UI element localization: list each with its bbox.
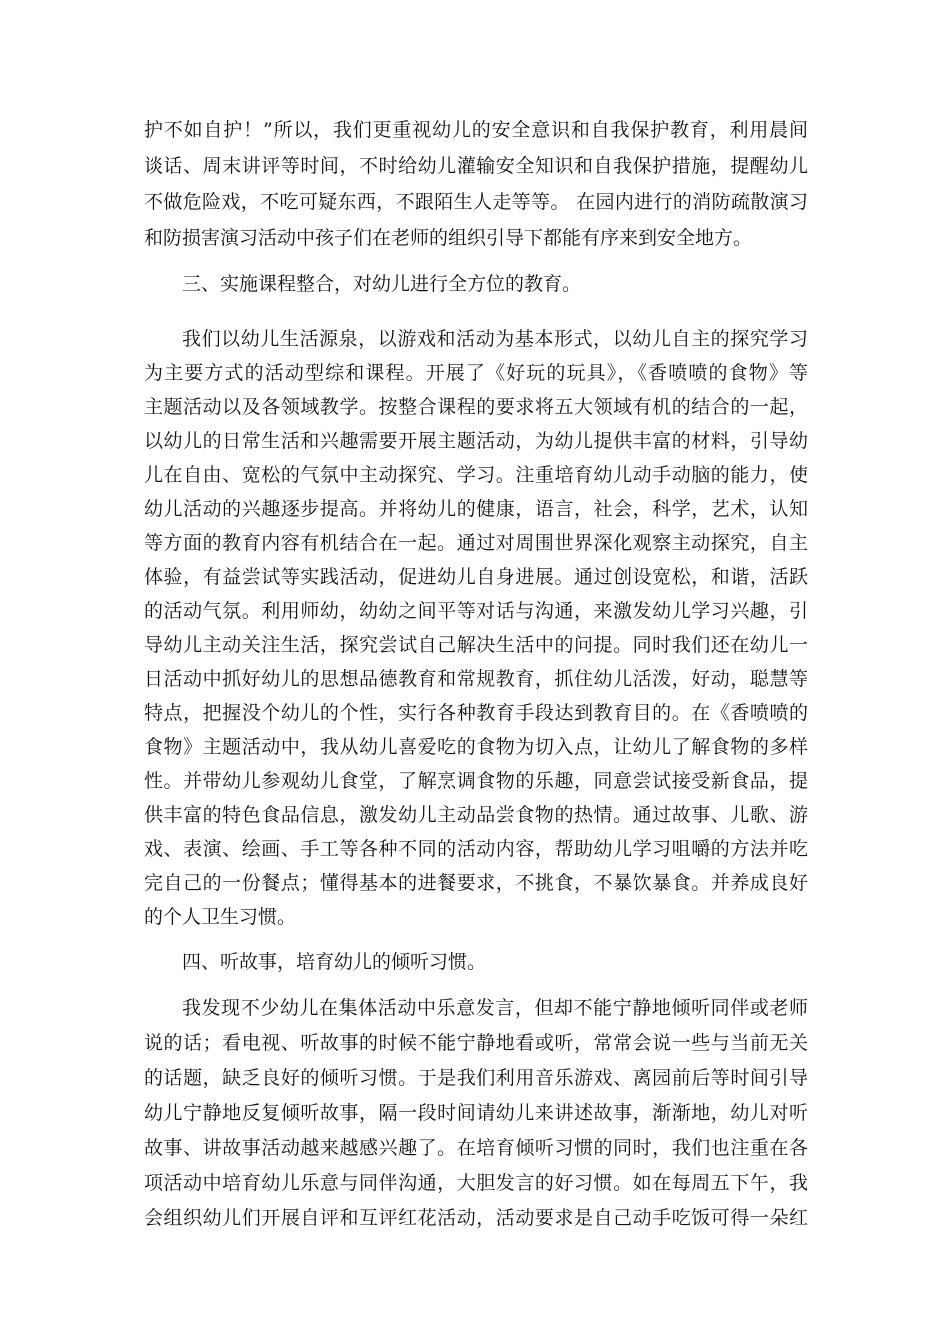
body-text-line: 故事、讲故事活动越来越感兴趣了。在培育倾听习惯的同时，我们也注重在各 <box>144 1137 808 1159</box>
body-text-line: 以幼儿的日常生活和兴趣需要开展主题活动，为幼儿提供丰富的材料，引导幼 <box>144 430 808 452</box>
body-text-line: 和防损害演习活动中孩子们在老师的组织引导下都能有序来到安全地方。 <box>144 227 753 249</box>
body-text-line: 儿在自由、宽松的气氛中主动探究、学习。注重培育幼儿动手动脑的能力，使 <box>144 464 808 486</box>
body-text-line: 会组织幼儿们开展自评和互评红花活动，活动要求是自己动手吃饭可得一朵红 <box>144 1207 808 1229</box>
body-text-line: 特点，把握没个幼儿的个性，实行各种教育手段达到教育目的。在《香喷喷的 <box>144 702 808 724</box>
body-text-line: 不做危险戏，不吃可疑东西，不跟陌生人走等等。 在园内进行的消防疏散演习 <box>144 191 808 213</box>
section-heading: 三、实施课程整合，对幼儿进行全方位的教育。 <box>182 273 582 295</box>
body-text-line: 我们以幼儿生活源泉，以游戏和活动为基本形式，以幼儿自主的探究学习 <box>182 328 808 350</box>
section-heading: 四、听故事，培育幼儿的倾听习惯。 <box>182 951 487 973</box>
body-text-line: 幼儿活动的兴趣逐步提高。并将幼儿的健康，语言，社会，科学，艺术，认知 <box>144 498 808 520</box>
body-text-line: 的个人卫生习惯。 <box>144 906 297 928</box>
body-text-line: 日活动中抓好幼儿的思想品德教育和常规教育，抓住幼儿活泼，好动，聪慧等 <box>144 668 808 690</box>
body-text-line: 幼儿宁静地反复倾听故事，隔一段时间请幼儿来讲述故事，渐渐地，幼儿对听 <box>144 1102 808 1124</box>
body-text-line: 等方面的教育内容有机结合在一起。通过对周围世界深化观察主动探究，自主 <box>144 532 808 554</box>
body-text-line: 护不如自护！”所以，我们更重视幼儿的安全意识和自我保护教育，利用晨间 <box>144 119 808 141</box>
body-text-line: 主题活动以及各领域教学。按整合课程的要求将五大领域有机的结合的一起， <box>144 396 808 418</box>
body-text-line: 说的话；看电视、听故事的时候不能宁静地看或听，常常会说一些与当前无关 <box>144 1032 808 1054</box>
body-text-line: 我发现不少幼儿在集体活动中乐意发言，但却不能宁静地倾听同伴或老师 <box>182 997 808 1019</box>
body-text-line: 供丰富的特色食品信息，激发幼儿主动品尝食物的热情。通过故事、儿歌、游 <box>144 804 808 826</box>
body-text-line: 戏、表演、绘画、手工等各种不同的活动内容，帮助幼儿学习咀嚼的方法并吃 <box>144 838 808 860</box>
body-text-line: 项活动中培育幼儿乐意与同伴沟通，大胆发言的好习惯。如在每周五下午，我 <box>144 1172 808 1194</box>
body-text-line: 谈话、周末讲评等时间，不时给幼儿灌输安全知识和自我保护措施，提醒幼儿 <box>144 155 808 177</box>
body-text-line: 为主要方式的活动型综和课程。开展了《好玩的玩具》，《香喷喷的食物》等 <box>144 362 808 384</box>
body-text-line: 的话题，缺乏良好的倾听习惯。于是我们利用音乐游戏、离园前后等时间引导 <box>144 1067 808 1089</box>
body-text-line: 体验，有益尝试等实践活动，促进幼儿自身进展。通过创设宽松，和谐，活跃 <box>144 566 808 588</box>
body-text-line: 导幼儿主动关注生活，探究尝试自己解决生活中的问提。同时我们还在幼儿一 <box>144 634 808 656</box>
body-text-line: 性。并带幼儿参观幼儿食堂，了解烹调食物的乐趣，同意尝试接受新食品，提 <box>144 770 808 792</box>
body-text-line: 食物》主题活动中，我从幼儿喜爱吃的食物为切入点，让幼儿了解食物的多样 <box>144 736 808 758</box>
body-text-line: 完自己的一份餐点；懂得基本的进餐要求，不挑食，不暴饮暴食。并养成良好 <box>144 872 808 894</box>
body-text-line: 的活动气氛。利用师幼，幼幼之间平等对话与沟通，来激发幼儿学习兴趣，引 <box>144 600 808 622</box>
